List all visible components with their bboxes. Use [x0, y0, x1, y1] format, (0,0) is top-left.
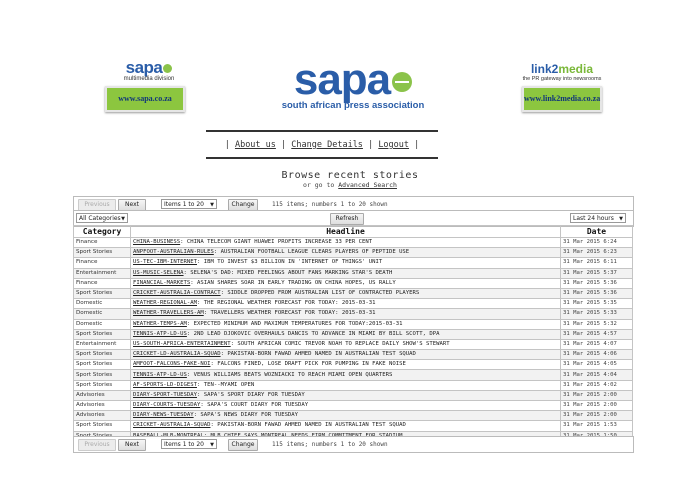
headline-slug-link[interactable]: US-TEC-IBM-INTERNET [133, 259, 197, 266]
headline-text: THE REGIONAL WEATHER FORECAST FOR TODAY: 2015-03-31 [203, 300, 376, 307]
top-nav [206, 140, 438, 150]
row-headline [131, 421, 561, 431]
row-category: Sport Stories [74, 248, 131, 258]
headline-text: VENUS WILLIAMS BEATS WOZNIACKI TO REACH MIAMI OPEN QUARTERS [193, 371, 393, 378]
headline-slug-link[interactable]: CRICKET-AUSTRALIA-CONTRACT [133, 290, 221, 297]
row-date: 31 Mar 2015 5:35 [561, 299, 633, 309]
row-headline [131, 370, 561, 380]
nav-top-divider [206, 130, 438, 132]
media-text: media [558, 62, 594, 76]
row-headline [131, 390, 561, 400]
sapa-site-button[interactable]: www.sapa.co.za [105, 86, 185, 112]
row-category: Sport Stories [74, 288, 131, 298]
row-headline [131, 360, 561, 370]
row-headline [131, 339, 561, 349]
category-header: Category [74, 226, 131, 238]
headline-slug-link[interactable]: WEATHER-REGIONAL-AM [133, 300, 197, 307]
row-headline [131, 309, 561, 319]
headline-text: SAPA'S NEWS DIARY FOR TUESDAY [200, 412, 299, 419]
row-category: Domestic [74, 299, 131, 309]
table-row [74, 248, 633, 258]
row-category: Finance [74, 258, 131, 268]
headline-text: ASIAN SHARES SOAR IN EARLY TRADING ON CHINA HOPES, US RALLY [197, 279, 396, 286]
row-category: Finance [74, 238, 131, 248]
headline-colon: : [203, 310, 211, 317]
headline-text: 2ND LEAD DJOKOVIC OVERHAULS DANCIS TO ADVANCE IN MIAMI BY BILL SCOTT, DPA [193, 330, 440, 337]
link2media-site-button[interactable]: www.link2media.co.za [522, 86, 602, 112]
next-button[interactable]: Next [118, 439, 146, 451]
row-date: 31 Mar 2015 5:37 [561, 268, 633, 278]
items-range-select[interactable] [161, 199, 217, 209]
headline-text: PAKISTAN-BORN FAWAD AHMED NAMED IN AUSTRALIAN TEST SQUAD [227, 351, 416, 358]
headline-slug-link[interactable]: US-SOUTH-AFRICA-ENTERTAINMENT [133, 340, 231, 347]
row-headline [131, 411, 561, 421]
headline-slug-link[interactable]: CHINA-BUSINESS [133, 239, 181, 246]
row-headline [131, 258, 561, 268]
headline-text: FALCONS FINED, LOSE DRAFT PICK FOR PUMPING IN FAKE NOISE [217, 361, 406, 368]
headline-text: SAPA'S SPORT DIARY FOR TUESDAY [203, 391, 305, 398]
table-row [74, 350, 633, 360]
link2media-logo [520, 62, 604, 82]
refresh-button[interactable]: Refresh [330, 213, 364, 225]
change-button[interactable]: Change [228, 439, 258, 451]
headline-text: PAKISTAN-BORN FAWAD AHMED NAMED IN AUSTRALIAN TEST SQUAD [217, 422, 406, 429]
row-headline [131, 350, 561, 360]
table-row [74, 401, 633, 411]
row-headline [131, 248, 561, 258]
row-headline [131, 401, 561, 411]
browse-subtitle [0, 181, 700, 189]
next-button[interactable]: Next [118, 199, 146, 211]
headline-colon: : [193, 412, 201, 419]
headline-header: Headline [131, 226, 561, 238]
category-select[interactable] [76, 213, 128, 223]
headline-colon: : [180, 239, 187, 246]
headline-colon: : [210, 361, 218, 368]
row-date: 31 Mar 2015 5:36 [561, 288, 633, 298]
headline-slug-link[interactable]: DIARY-COURTS-TUESDAY [133, 402, 201, 409]
date-header: Date [561, 226, 633, 238]
row-date: 31 Mar 2015 6:23 [561, 248, 633, 258]
row-date: 31 Mar 2015 4:57 [561, 329, 633, 339]
link2media-sub: the PR gateway into newsrooms [522, 76, 602, 82]
items-info: 115 items; numbers 1 to 20 shown [272, 201, 388, 208]
row-date: 31 Mar 2015 4:07 [561, 339, 633, 349]
row-date: 31 Mar 2015 2:00 [561, 390, 633, 400]
logo-dot-icon [392, 72, 412, 92]
row-category: Sport Stories [74, 380, 131, 390]
table-row [74, 238, 633, 248]
headline-slug-link[interactable]: CRICKET-LD-AUSTRALIA-SQUAD [133, 351, 221, 358]
items-range-value: Items 1 to 20 [164, 441, 204, 448]
row-category: Domestic [74, 309, 131, 319]
sapa-small-logo-sub: multimedia division [123, 76, 175, 82]
row-date: 31 Mar 2015 6:11 [561, 258, 633, 268]
headline-colon: : [186, 320, 194, 327]
row-date: 31 Mar 2015 1:53 [561, 421, 633, 431]
sapa-small-logo-text: sapa [125, 58, 163, 77]
sapa-main-logo-text: sapa [293, 55, 391, 104]
table-row [74, 329, 633, 339]
headline-text: TRAVELLERS WEATHER FORECAST FOR TODAY: 2015-03-31 [210, 310, 376, 317]
table-row [74, 319, 633, 329]
table-row [74, 370, 633, 380]
row-date: 31 Mar 2015 5:33 [561, 309, 633, 319]
row-category: Sport Stories [74, 421, 131, 431]
headline-slug-link[interactable]: WEATHER-TEMPS-AM [133, 320, 187, 327]
table-row [74, 339, 633, 349]
previous-button[interactable]: Previous [78, 439, 116, 451]
row-date: 31 Mar 2015 4:04 [561, 370, 633, 380]
row-category: Advisories [74, 401, 131, 411]
row-date: 31 Mar 2015 4:02 [561, 380, 633, 390]
row-category: Domestic [74, 319, 131, 329]
row-headline [131, 319, 561, 329]
headline-text: SAPA'S COURT DIARY FOR TUESDAY [207, 402, 309, 409]
headline-colon: : [197, 300, 204, 307]
headline-slug-link[interactable]: FINANCIAL-MARKETS [133, 279, 191, 286]
chevron-down-icon: ▼ [121, 216, 125, 222]
headline-colon: : [197, 391, 204, 398]
headline-slug-link[interactable]: DIARY-SPORT-TUESDAY [133, 391, 197, 398]
nav-change-details[interactable]: Change Details [291, 140, 363, 150]
row-date: 31 Mar 2015 2:00 [561, 411, 633, 421]
chevron-down-icon: ▼ [210, 442, 214, 448]
row-category: Sport Stories [74, 360, 131, 370]
nav-logout[interactable]: Logout [378, 140, 410, 150]
headline-slug-link[interactable]: DIARY-NEWS-TUESDAY [133, 412, 194, 419]
headline-text: CHINA TELECOM GIANT HUAWEI PROFITS INCREASE 33 PER CENT [186, 239, 373, 246]
row-date: 31 Mar 2015 2:00 [561, 401, 633, 411]
table-row [74, 421, 633, 431]
headline-colon: : [190, 279, 198, 286]
headline-text: IBM TO INVEST $3 BILLION IN 'INTERNET OF THINGS' UNIT [203, 259, 383, 266]
sapa-main-logo-sub: south african press association [281, 100, 425, 111]
table-row [74, 278, 633, 288]
nav-about-us[interactable]: About us [234, 140, 276, 150]
change-button[interactable]: Change [228, 199, 258, 211]
sapa-multimedia-logo [108, 58, 190, 82]
headline-colon: : [220, 290, 228, 297]
headline-colon: : [197, 259, 204, 266]
items-range-value: Items 1 to 20 [164, 201, 204, 208]
headline-slug-link[interactable]: ANPFOOT-AUSTRALIAN-RULES [133, 249, 214, 256]
headline-slug-link[interactable]: AF-SPORTS-LD-DIGEST [133, 381, 197, 388]
row-headline [131, 238, 561, 248]
headline-slug-link[interactable]: WEATHER-TRAVELLERS-AM [133, 310, 204, 317]
headline-colon: : [186, 371, 194, 378]
table-row [74, 288, 633, 298]
row-date: 31 Mar 2015 6:24 [561, 238, 633, 248]
row-headline [131, 380, 561, 390]
row-date: 31 Mar 2015 4:05 [561, 360, 633, 370]
row-category: Entertainment [74, 339, 131, 349]
headline-text: TEN--MYAMI OPEN [203, 381, 255, 388]
row-headline [131, 288, 561, 298]
items-range-select[interactable] [161, 439, 217, 449]
table-row [74, 360, 633, 370]
headline-text: EXPECTED MINIMUM AND MAXIMUM TEMPERATURES FOR TODAY:2015-03-31 [193, 320, 403, 327]
row-headline [131, 278, 561, 288]
table-row [74, 299, 633, 309]
stories-table [73, 225, 633, 442]
headline-slug-link[interactable]: CRICKET-AUSTRALIA-SQUAD [133, 422, 211, 429]
table-row [74, 411, 633, 421]
time-range-value: Last 24 hours [573, 215, 614, 222]
row-headline [131, 299, 561, 309]
headline-text: SOUTH AFRICAN COMIC TREVOR NOAH TO REPLACE DAILY SHOW'S STEWART [237, 340, 450, 347]
nav-separator: | [281, 140, 287, 150]
headline-slug-link[interactable]: TENNIS-ATP-LD-US [133, 371, 187, 378]
row-headline [131, 268, 561, 278]
row-category: Entertainment [74, 268, 131, 278]
table-row [74, 380, 633, 390]
headline-colon: : [213, 249, 221, 256]
row-date: 31 Mar 2015 5:36 [561, 278, 633, 288]
table-row [74, 309, 633, 319]
headline-colon: : [183, 269, 191, 276]
row-category: Sport Stories [74, 329, 131, 339]
items-info: 115 items; numbers 1 to 20 shown [272, 441, 388, 448]
chevron-down-icon: ▼ [619, 216, 623, 222]
nav-separator: | [224, 140, 230, 150]
headline-colon: : [200, 402, 208, 409]
headline-text: AUSTRALIAN FOOTBALL LEAGUE CLEARS PLAYERS OF PEPTIDE USE [220, 249, 410, 256]
table-row [74, 390, 633, 400]
headline-slug-link[interactable]: US-MUSIC-SELENA [133, 269, 184, 276]
bottom-pagination-bar [73, 436, 634, 453]
row-date: 31 Mar 2015 4:06 [561, 350, 633, 360]
sapa-main-logo [278, 55, 428, 111]
row-category: Sport Stories [74, 350, 131, 360]
headline-colon: : [186, 330, 194, 337]
headline-colon: : [197, 381, 204, 388]
row-category: Sport Stories [74, 370, 131, 380]
previous-button[interactable]: Previous [78, 199, 116, 211]
category-select-value: All Categories [79, 215, 121, 222]
headline-text: SIDDLE DROPPED FROM AUSTRALIAN LIST OF CONTRACTED PLAYERS [227, 290, 420, 297]
row-category: Advisories [74, 411, 131, 421]
browse-sub-prefix: or go to [303, 181, 335, 189]
table-row [74, 258, 633, 268]
browse-title: Browse recent stories [281, 170, 419, 181]
link2-text: link2 [530, 62, 559, 76]
time-range-select[interactable] [570, 213, 626, 223]
headline-text: SELENA'S DAD: MIXED FEELINGS ABOUT FANS MARKING STAR'S DEATH [190, 269, 393, 276]
nav-separator: | [368, 140, 374, 150]
row-headline [131, 329, 561, 339]
chevron-down-icon: ▼ [210, 202, 214, 208]
advanced-search-link[interactable]: Advanced Search [338, 181, 397, 189]
headline-colon: : [210, 422, 218, 429]
nav-separator: | [414, 140, 420, 150]
row-category: Advisories [74, 390, 131, 400]
logo-dot-icon [163, 64, 172, 73]
headline-colon: : [220, 351, 228, 358]
table-header-row [74, 226, 633, 238]
table-row [74, 268, 633, 278]
row-category: Finance [74, 278, 131, 288]
headline-slug-link[interactable]: TENNIS-ATP-LD-US [133, 330, 187, 337]
nav-bottom-divider [206, 157, 438, 159]
row-date: 31 Mar 2015 5:32 [561, 319, 633, 329]
headline-slug-link[interactable]: AMFOOT-FALCONS-FAKE-NOI [133, 361, 211, 368]
headline-colon: : [230, 340, 238, 347]
